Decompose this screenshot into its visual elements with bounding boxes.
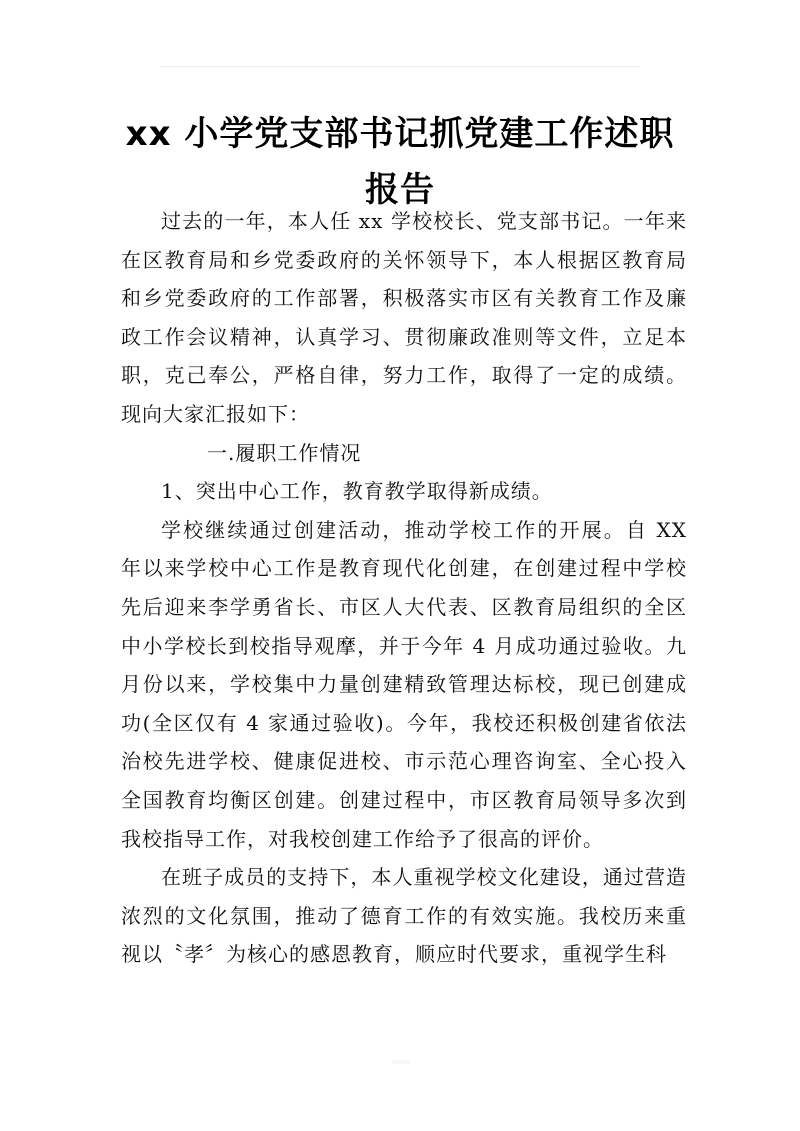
document-body [121, 202, 687, 974]
body-paragraph: 学校继续通过创建活动，推动学校工作的开展。自 XX 年以来学校中心工作是教育现代化创建，在创建过程中学校先后迎来李学勇省长、市区人大代表、区教育局组织的全区中小学校长到校指导观摩，并于今年 4 月成功通过验收。九月份以来，学校集中力量创建精致管理达标校，现已创建成功(全区仅有 4 家通过验收)。今年，我校还积极创建省依法治校先进学校、健康促进校、市示范心理咨询室、全心投入全国教育均衡区创建。创建过程中，市区教育局领导多次到我校指导工作，对我校创建工作给予了很高的评价。 [121, 517, 687, 851]
intro-paragraph: 过去的一年，本人任 xx 学校校长、党支部书记。一年来在区教育局和乡党委政府的关怀领导下，本人根据区教育局和乡党委政府的工作部署，积极落实市区有关教育工作及廉政工作会议精神，认真学习、贯彻廉政准则等文件，立足本职，克己奉公，严格自律，努力工作，取得了一定的成绩。现向大家汇报如下： [121, 209, 687, 426]
section-heading: 一.履职工作情况 [207, 440, 362, 465]
page-footer-mark [392, 1060, 410, 1064]
header-rule [160, 66, 640, 67]
sub-heading: 1、突出中心工作，教育教学取得新成绩。 [161, 479, 553, 504]
body-paragraph: 在班子成员的支持下，本人重视学校文化建设，通过营造浓烈的文化氛围，推动了德育工作的有效实施。我校历来重视以〝孝〞为核心的感恩教育，顺应时代要求，重视学生科 [121, 865, 687, 967]
document-title: xx 小学党支部书记抓党建工作述职报告 [125, 114, 675, 210]
